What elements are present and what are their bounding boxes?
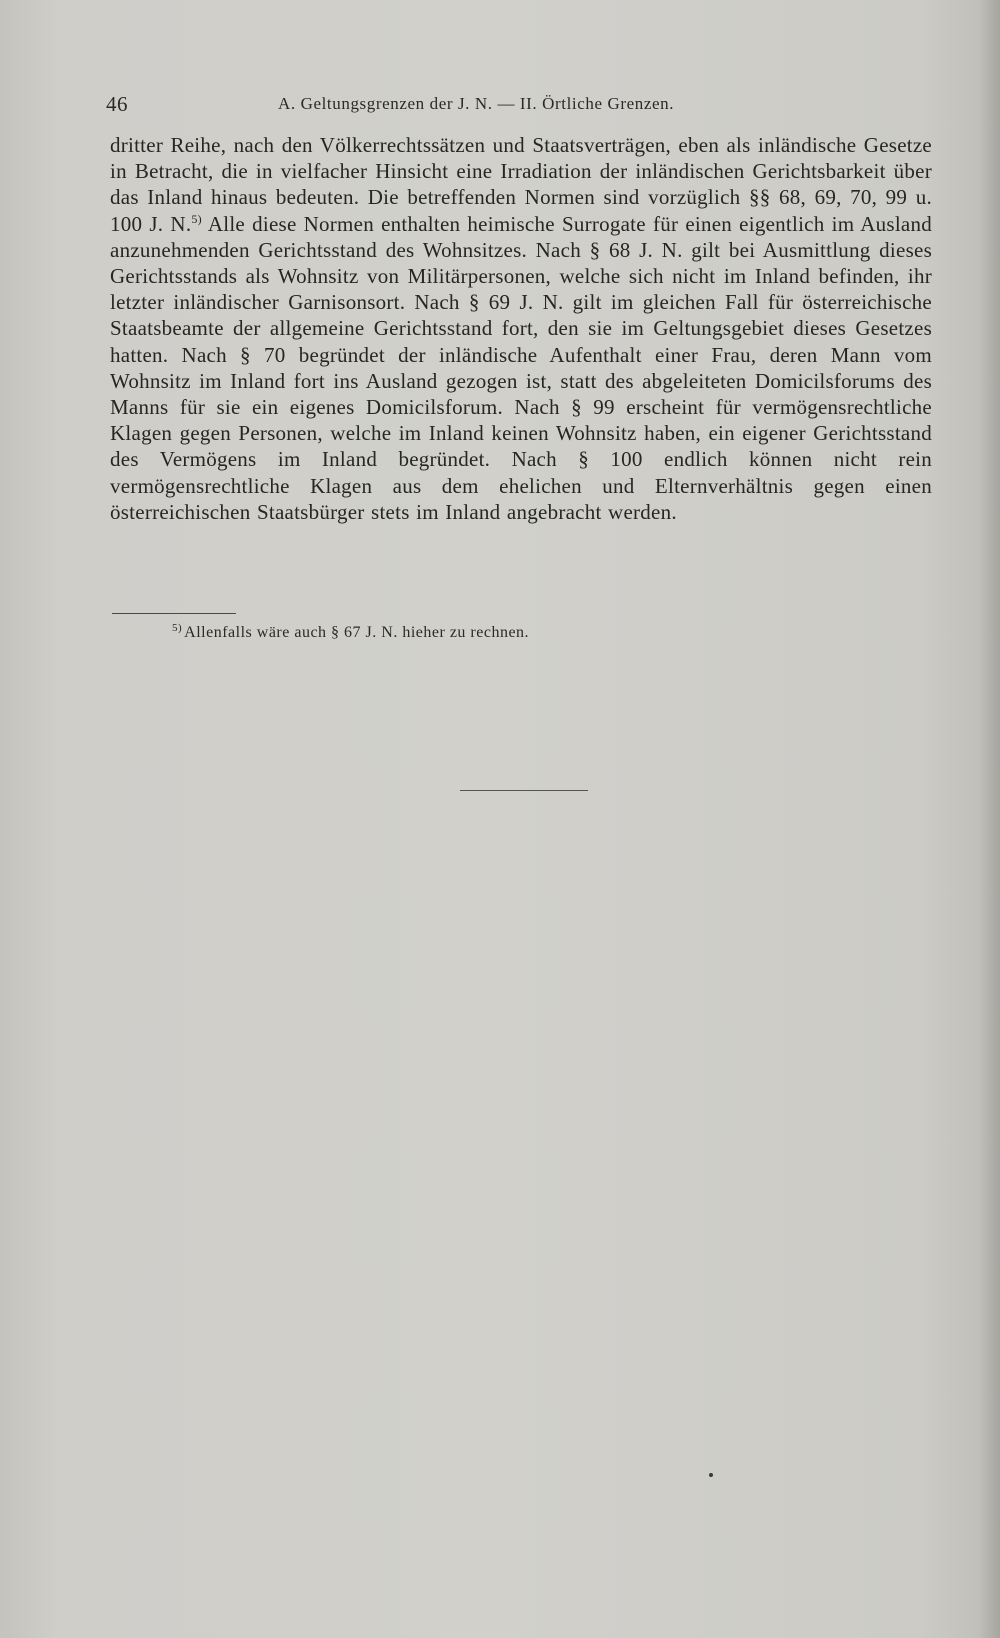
- page-edge-shadow: [978, 0, 1000, 1638]
- footnote: [172, 621, 530, 642]
- page-header: [106, 92, 916, 122]
- page-number: 46: [106, 92, 128, 116]
- footnote-reference: 5): [191, 211, 202, 226]
- body-text-part-2: Alle diese Normen enthalten heimische Surrogate für einen eigentlich im Ausland anzunehmenden Gerichtsstand des Wohnsitzes. Nach § 68 J. N. gilt bei Ausmittlung dieses Gerichtsstands als Wohnsitz von Militärpersonen, welche sich nicht im Inland befinden, ihr letzter inländischer Garnisonsort. Nach § 69 J. N. gilt im gleichen Fall für österreichische Staatsbeamte der allgemeine Gerichtsstand fort, den sie im Geltungsgebiet dieses Gesetzes hatten. Nach § 70 begründet der inländische Aufenthalt einer Frau, deren Mann vom Wohnsitz im Inland fort ins Ausland gezogen ist, statt des abgeleiteten Domicilsforums des Manns für sie ein eigenes Domicilsforum. Nach § 99 erscheint für vermögensrechtliche Klagen gegen Personen, welche im Inland keinen Wohnsitz haben, ein eigener Gerichtsstand des Vermögens im Inland begründet. Nach § 100 endlich können nicht rein vermögensrechtliche Klagen aus dem ehelichen und Elternverhältnis gegen einen österreichischen Staatsbürger stets im Inland angebracht werden.: [110, 211, 932, 524]
- body-paragraph: [110, 132, 932, 525]
- paper-speck: [709, 1473, 713, 1477]
- running-head: A. Geltungsgrenzen der J. N. — II. Örtliche Grenzen.: [278, 94, 675, 113]
- body-text-part-1: dritter Reihe, nach den Völkerrechtssätzen und Staatsverträgen, eben als inländische Gesetze in Betracht, die in vielfacher Hinsicht eine Irradiation der inländischen Gerichtsbarkeit über das Inland hinaus bedeuten. Die betreffenden Normen sind vorzüglich §§ 68, 69, 70, 99 u. 100 J. N.: [110, 133, 932, 236]
- footnote-text: Allenfalls wäre auch § 67 J. N. hieher zu rechnen.: [184, 624, 530, 641]
- section-end-rule: [460, 790, 588, 791]
- footnote-separator: [112, 613, 236, 614]
- footnote-mark: 5): [172, 621, 183, 634]
